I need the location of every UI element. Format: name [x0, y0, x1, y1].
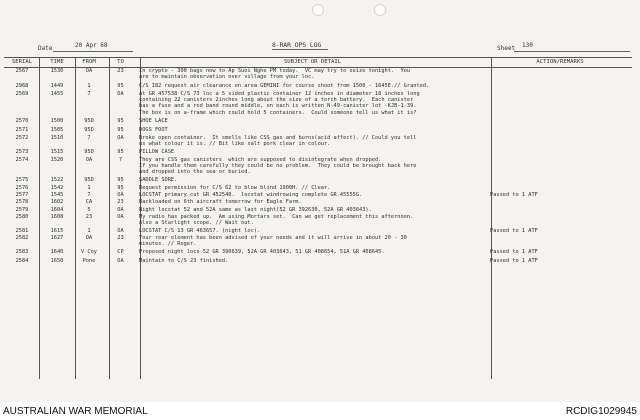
log-action [488, 149, 632, 156]
table-row [4, 249, 632, 257]
date-label: Date [38, 45, 53, 52]
log-detail: Night locstat 52 and 52A same as last night(52 GR 392630, 52A GR 403643). [139, 206, 372, 213]
table-row [4, 185, 632, 192]
log-title: 8-RAR OPS LOG [272, 42, 322, 49]
log-serial: 2581 [15, 227, 29, 234]
log-to: 95 [117, 118, 124, 125]
table-row [4, 83, 632, 91]
log-detail: My radio has packed up. Am using Mortars set. Can we get replacement this afternoon. Also a Starlight scope. // Wait out. [139, 213, 414, 227]
log-from: 1 [87, 82, 91, 89]
log-from: 95D [84, 177, 94, 184]
table-row [4, 192, 632, 199]
log-detail: Broke open container. It smells like CSS gas and burns(acid affect). // Could you tell us what colour it is. // Bit like salt pork clear in colour. [139, 134, 417, 147]
log-time: 1500 [50, 118, 64, 125]
log-serial: 2576 [15, 184, 29, 191]
log-to: OA [117, 192, 124, 199]
log-time: 1542 [50, 184, 64, 191]
log-to: OA [117, 227, 124, 234]
log-from: 95D [84, 118, 94, 125]
log-to: CP [117, 249, 124, 256]
log-serial: 2573 [15, 149, 29, 156]
log-serial: 2571 [15, 127, 29, 134]
log-action [488, 207, 632, 214]
log-serial: 2574 [15, 156, 29, 163]
log-action [488, 157, 632, 178]
table-row [4, 258, 632, 265]
log-detail: Proposed night locs 52 GR 390639, 52A GR 403643, 51 GR 408654, 51A GR 408645. [139, 249, 385, 256]
log-detail: Request permission for C/S 62 to blow blind 1900H. // Clear. [139, 184, 331, 191]
archive-name: AUSTRALIAN WAR MEMORIAL [3, 406, 148, 417]
log-time: 1604 [50, 206, 64, 213]
record-id: RCDIG1029945 [565, 406, 637, 417]
log-serial: 2570 [15, 118, 29, 125]
log-time: 1520 [50, 156, 64, 163]
table-row [4, 68, 632, 83]
table-row [4, 135, 632, 150]
col-header-action: ACTION/REMARKS [488, 58, 632, 68]
log-from: CA [85, 199, 93, 206]
log-to: 23 [117, 68, 124, 74]
log-serial: 2569 [15, 90, 29, 97]
log-time: 1522 [50, 177, 64, 184]
log-to: 95 [117, 177, 124, 184]
log-time: 1455 [50, 90, 64, 97]
log-serial: 2577 [15, 192, 29, 199]
header-row [4, 58, 632, 68]
log-detail: In crypto - 300 bags now to Ap Suoi Nghe PM today. VC may try to seize tonight. You are to maintain observation over village from your loc. [139, 68, 411, 81]
log-action: Passed to 1 ATF [490, 192, 538, 199]
log-from: 5 [87, 206, 91, 213]
log-detail: LOCSTAT primary cut GR 452540. locstat windrowing complete GR 45555G. [139, 192, 363, 199]
log-serial: 2572 [15, 134, 29, 141]
log-to: 7 [118, 156, 123, 163]
table-row [4, 149, 632, 156]
log-to: 95 [117, 184, 124, 191]
table-row [4, 127, 632, 134]
log-from: 23 [85, 213, 93, 220]
log-action [488, 177, 632, 184]
log-from: 95D [84, 127, 94, 134]
log-time: 1505 [50, 127, 64, 134]
punch-hole [312, 4, 324, 16]
log-detail: SHOE LACE [139, 118, 168, 125]
col-header-to: TO [104, 58, 137, 68]
log-action [488, 185, 632, 192]
log-action [488, 118, 632, 127]
sheet-value: 130 [522, 42, 533, 49]
log-time: 1627 [50, 234, 64, 241]
sheet-underline [514, 51, 630, 52]
log-to: OA [117, 213, 124, 220]
log-serial: 2584 [15, 257, 29, 264]
log-serial: 2578 [15, 199, 29, 206]
log-to: 23 [117, 234, 124, 241]
log-to: 95 [117, 82, 124, 89]
log-action [488, 235, 632, 250]
log-detail: At GR 457538 C/S 73 loc a 5 sided plastic container 12 inches in diameter 18 inches long containing 22 canisters 2inches long about the size of a torch battery. Each canister has a fuse and a red band round middle, on each is written N-49-canister lot -KJB-1-39. The box is on a-frame which could hold 5 containers. Could someone tell us what it is? [139, 90, 420, 116]
ops-log-table [4, 57, 632, 265]
log-detail: LOCSTAT C/S 13 GR 463657. (night loc). [139, 227, 261, 234]
table-row [4, 199, 632, 206]
log-action: Passed to 1 ATF [490, 249, 538, 256]
log-time: 1608 [50, 213, 64, 220]
log-detail: They are CSS gas canisters which are supposed to disintegrate when dropped. If you handle them carefully they could be no problem. They could be brought back here and dropped into the sea or buried. [139, 156, 417, 176]
table-row [4, 177, 632, 184]
table-row [4, 118, 632, 127]
log-from: OA [85, 68, 93, 74]
table-row [4, 207, 632, 214]
log-from: Pone [82, 257, 96, 264]
log-serial: 2579 [15, 206, 29, 213]
log-from: 7 [87, 134, 91, 141]
log-detail: DOGS FOOT [139, 127, 168, 134]
log-time: 1650 [50, 257, 64, 264]
log-time: 1640 [50, 249, 64, 256]
table-row [4, 157, 632, 178]
log-to: OA [117, 134, 124, 141]
log-action [488, 135, 632, 150]
log-from: 1 [87, 184, 91, 191]
log-detail: Backloaded on 6th aircraft tomorrow for Eagle Farm. [139, 199, 302, 206]
table-row [4, 228, 632, 235]
log-to: 23 [117, 199, 124, 206]
log-serial: 2583 [15, 249, 29, 256]
log-time: 1545 [50, 192, 64, 199]
date-underline [53, 51, 133, 52]
title-underline [272, 49, 328, 50]
log-action: Passed to 1 ATF [490, 257, 538, 264]
log-time: 1449 [50, 82, 64, 89]
log-from: OA [85, 156, 93, 163]
log-detail: Your rear element has been advised of your needs and it will arrive in about 20 - 30 minutes. // Roger. [139, 234, 407, 248]
punch-hole [374, 4, 386, 16]
col-header-time: TIME [40, 58, 74, 68]
log-from: OA [85, 234, 93, 241]
sheet-label: Sheet [497, 45, 516, 52]
log-to: 95 [117, 149, 124, 156]
log-serial: 2968 [15, 82, 29, 89]
log-action [488, 68, 632, 83]
log-serial: 2582 [15, 234, 29, 241]
log-time: 1515 [50, 149, 64, 156]
log-from: 95D [84, 149, 94, 156]
log-from: 7 [87, 90, 91, 97]
log-detail: PILLOW CASE [139, 149, 175, 156]
table-row [4, 214, 632, 228]
log-detail: C/S I82 request air clearance on area GEMINI for course shoot from 1500 - 1645E.// Granted. [139, 82, 430, 89]
col-header-serial: SERIAL [4, 58, 40, 68]
date-value: 20 Apr 68 [75, 42, 108, 49]
log-action [488, 83, 632, 91]
col-header-from: FROM [74, 58, 104, 68]
log-time: 1530 [50, 68, 64, 74]
log-to: OA [117, 90, 124, 97]
table-row [4, 235, 632, 250]
log-time: 1602 [50, 199, 64, 206]
log-serial: 2567 [15, 68, 29, 74]
log-action [488, 127, 632, 134]
log-to: OA [117, 206, 124, 213]
col-header-subject: SUBJECT OR DETAIL [137, 58, 488, 68]
log-serial: 2575 [15, 177, 29, 184]
log-detail: Maintain to C/S 23 finished. [139, 257, 229, 264]
table-row [4, 91, 632, 118]
log-from: V Coy [81, 249, 97, 256]
log-action [488, 91, 632, 118]
log-to: OA [117, 257, 124, 264]
log-detail: SADDLE SORE. [139, 177, 178, 184]
log-action [488, 199, 632, 206]
log-time: 1510 [50, 134, 64, 141]
log-to: 95 [117, 127, 124, 134]
log-from: 1 [87, 227, 91, 234]
log-time: 1615 [50, 227, 64, 234]
log-from: 7 [87, 192, 91, 199]
footer [0, 402, 640, 420]
log-action [488, 214, 632, 228]
log-action: Passed to 1 ATF [490, 227, 538, 234]
log-serial: 2580 [15, 213, 29, 220]
